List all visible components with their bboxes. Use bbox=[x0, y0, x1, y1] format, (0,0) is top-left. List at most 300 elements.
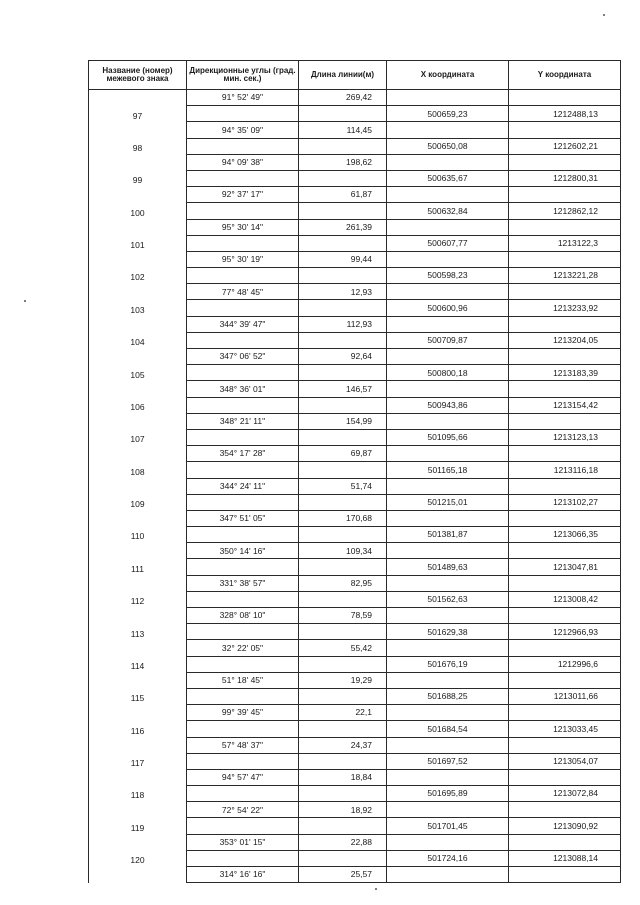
y-coordinate-cell bbox=[509, 867, 621, 883]
table-header-row bbox=[89, 61, 621, 90]
x-coordinate-cell: 500635,67 bbox=[387, 170, 509, 186]
x-coordinate-cell bbox=[387, 413, 509, 429]
direction-angle-cell bbox=[187, 721, 299, 737]
direction-angle-cell: 331° 38' 57" bbox=[187, 575, 299, 591]
line-length-cell: 146,57 bbox=[299, 381, 387, 397]
direction-angle-cell bbox=[187, 462, 299, 478]
x-coordinate-cell bbox=[387, 478, 509, 494]
point-name-text: 108 bbox=[130, 466, 145, 477]
direction-angle-cell: 92° 37' 17" bbox=[187, 187, 299, 203]
direction-angle-cell bbox=[187, 235, 299, 251]
direction-angle-cell: 350° 14' 16" bbox=[187, 543, 299, 559]
x-coordinate-cell: 501724,16 bbox=[387, 850, 509, 866]
line-length-cell: 154,99 bbox=[299, 413, 387, 429]
segment-row bbox=[89, 769, 621, 785]
direction-angle-cell bbox=[187, 624, 299, 640]
y-coordinate-cell bbox=[509, 769, 621, 785]
x-coordinate-cell: 501676,19 bbox=[387, 656, 509, 672]
x-coordinate-cell bbox=[387, 122, 509, 138]
direction-angle-cell bbox=[187, 300, 299, 316]
point-name-cell bbox=[89, 834, 187, 850]
x-coordinate-cell bbox=[387, 834, 509, 850]
point-row bbox=[89, 429, 621, 445]
y-coordinate-cell bbox=[509, 251, 621, 267]
x-coordinate-cell bbox=[387, 187, 509, 203]
point-name-text: 101 bbox=[130, 240, 145, 251]
point-name-text: 104 bbox=[130, 337, 145, 348]
point-row bbox=[89, 753, 621, 769]
y-coordinate-cell bbox=[509, 575, 621, 591]
y-coordinate-cell: 1213008,42 bbox=[509, 591, 621, 607]
segment-row bbox=[89, 834, 621, 850]
direction-angle-cell: 344° 39' 47" bbox=[187, 316, 299, 332]
y-coordinate-cell: 1213072,84 bbox=[509, 786, 621, 802]
y-coordinate-cell bbox=[509, 446, 621, 462]
line-length-cell bbox=[299, 170, 387, 186]
point-name-cell bbox=[89, 672, 187, 688]
line-length-cell bbox=[299, 688, 387, 704]
y-coordinate-cell: 1213047,81 bbox=[509, 559, 621, 575]
y-coordinate-cell: 1212966,93 bbox=[509, 624, 621, 640]
direction-angle-cell: 354° 17' 28" bbox=[187, 446, 299, 462]
x-coordinate-cell: 501701,45 bbox=[387, 818, 509, 834]
point-row bbox=[89, 235, 621, 251]
direction-angle-cell: 328° 08' 10" bbox=[187, 608, 299, 624]
line-length-cell: 55,42 bbox=[299, 640, 387, 656]
line-length-cell bbox=[299, 559, 387, 575]
line-length-cell: 18,84 bbox=[299, 769, 387, 785]
y-coordinate-cell bbox=[509, 478, 621, 494]
line-length-cell bbox=[299, 429, 387, 445]
direction-angle-cell bbox=[187, 559, 299, 575]
x-coordinate-cell: 500709,87 bbox=[387, 332, 509, 348]
direction-angle-cell: 91° 52' 49" bbox=[187, 90, 299, 106]
point-row bbox=[89, 203, 621, 219]
direction-angle-cell: 314° 16' 16" bbox=[187, 867, 299, 883]
line-length-cell bbox=[299, 365, 387, 381]
x-coordinate-cell: 500598,23 bbox=[387, 268, 509, 284]
line-length-cell bbox=[299, 462, 387, 478]
line-length-cell bbox=[299, 786, 387, 802]
y-coordinate-cell: 1212800,31 bbox=[509, 170, 621, 186]
point-name-cell bbox=[89, 559, 187, 575]
point-name-cell bbox=[89, 656, 187, 672]
point-name-cell bbox=[89, 478, 187, 494]
point-name-cell bbox=[89, 753, 187, 769]
table-body bbox=[89, 90, 621, 883]
direction-angle-cell bbox=[187, 753, 299, 769]
point-name-cell bbox=[89, 510, 187, 526]
point-name-cell bbox=[89, 316, 187, 332]
x-coordinate-cell: 501684,54 bbox=[387, 721, 509, 737]
y-coordinate-cell: 1212488,13 bbox=[509, 106, 621, 122]
point-name-cell bbox=[89, 284, 187, 300]
point-name-text: 111 bbox=[131, 563, 144, 574]
line-length-cell bbox=[299, 818, 387, 834]
segment-row bbox=[89, 154, 621, 170]
line-length-cell: 51,74 bbox=[299, 478, 387, 494]
direction-angle-cell: 347° 51' 05" bbox=[187, 510, 299, 526]
direction-angle-cell bbox=[187, 818, 299, 834]
x-coordinate-cell bbox=[387, 90, 509, 106]
point-name-cell bbox=[89, 688, 187, 704]
direction-angle-cell: 94° 35' 09" bbox=[187, 122, 299, 138]
y-coordinate-cell bbox=[509, 705, 621, 721]
point-row bbox=[89, 268, 621, 284]
segment-row bbox=[89, 867, 621, 883]
direction-angle-cell: 348° 36' 01" bbox=[187, 381, 299, 397]
x-coordinate-cell: 501215,01 bbox=[387, 494, 509, 510]
segment-row bbox=[89, 122, 621, 138]
y-coordinate-cell: 1213204,05 bbox=[509, 332, 621, 348]
point-name-cell bbox=[89, 737, 187, 753]
y-coordinate-cell: 1213066,35 bbox=[509, 527, 621, 543]
point-name-cell bbox=[89, 575, 187, 591]
y-coordinate-cell: 1213011,66 bbox=[509, 688, 621, 704]
point-name-text: 102 bbox=[130, 272, 145, 283]
line-length-cell bbox=[299, 138, 387, 154]
point-name-cell bbox=[89, 170, 187, 186]
y-coordinate-cell bbox=[509, 510, 621, 526]
y-coordinate-cell bbox=[509, 608, 621, 624]
x-coordinate-cell: 501165,18 bbox=[387, 462, 509, 478]
line-length-cell bbox=[299, 268, 387, 284]
direction-angle-cell bbox=[187, 527, 299, 543]
direction-angle-cell: 77° 48' 45" bbox=[187, 284, 299, 300]
point-row bbox=[89, 527, 621, 543]
segment-row bbox=[89, 446, 621, 462]
y-coordinate-cell: 1213123,13 bbox=[509, 429, 621, 445]
y-coordinate-cell bbox=[509, 381, 621, 397]
point-name-cell bbox=[89, 624, 187, 640]
x-coordinate-cell bbox=[387, 867, 509, 883]
direction-angle-cell: 72° 54' 22" bbox=[187, 802, 299, 818]
y-coordinate-cell bbox=[509, 219, 621, 235]
segment-row bbox=[89, 640, 621, 656]
y-coordinate-cell bbox=[509, 640, 621, 656]
line-length-cell: 25,57 bbox=[299, 867, 387, 883]
x-coordinate-cell bbox=[387, 349, 509, 365]
point-name-cell bbox=[89, 187, 187, 203]
point-row bbox=[89, 106, 621, 122]
line-length-cell: 198,62 bbox=[299, 154, 387, 170]
line-length-cell: 22,88 bbox=[299, 834, 387, 850]
x-coordinate-cell bbox=[387, 446, 509, 462]
point-name-text: 112 bbox=[130, 596, 145, 607]
x-coordinate-cell bbox=[387, 381, 509, 397]
x-coordinate-cell: 500650,08 bbox=[387, 138, 509, 154]
direction-angle-cell bbox=[187, 332, 299, 348]
point-name-text: 115 bbox=[130, 693, 145, 704]
scan-speck bbox=[24, 300, 26, 302]
direction-angle-cell: 94° 09' 38" bbox=[187, 154, 299, 170]
x-coordinate-cell: 501688,25 bbox=[387, 688, 509, 704]
segment-row bbox=[89, 575, 621, 591]
segment-row bbox=[89, 219, 621, 235]
direction-angle-cell bbox=[187, 429, 299, 445]
boundary-coordinates-table bbox=[88, 60, 621, 883]
line-length-cell: 170,68 bbox=[299, 510, 387, 526]
y-coordinate-cell: 1213221,28 bbox=[509, 268, 621, 284]
x-coordinate-cell bbox=[387, 802, 509, 818]
y-coordinate-cell bbox=[509, 349, 621, 365]
header-direction-angle: Дирекционные углы (град. мин. сек.) bbox=[187, 61, 299, 90]
x-coordinate-cell: 500800,18 bbox=[387, 365, 509, 381]
y-coordinate-cell: 1213183,39 bbox=[509, 365, 621, 381]
point-name-cell bbox=[89, 818, 187, 834]
point-name-text: 107 bbox=[130, 434, 145, 445]
line-length-cell: 261,39 bbox=[299, 219, 387, 235]
line-length-cell bbox=[299, 721, 387, 737]
point-name-cell bbox=[89, 802, 187, 818]
point-name-text: 103 bbox=[130, 304, 145, 315]
y-coordinate-cell bbox=[509, 802, 621, 818]
y-coordinate-cell bbox=[509, 672, 621, 688]
line-length-cell bbox=[299, 106, 387, 122]
line-length-cell bbox=[299, 850, 387, 866]
header-x-coordinate: X координата bbox=[387, 61, 509, 90]
line-length-cell: 114,45 bbox=[299, 122, 387, 138]
point-row bbox=[89, 462, 621, 478]
line-length-cell bbox=[299, 300, 387, 316]
point-row bbox=[89, 818, 621, 834]
point-name-cell bbox=[89, 705, 187, 721]
direction-angle-cell: 99° 39' 45" bbox=[187, 705, 299, 721]
y-coordinate-cell: 1213033,45 bbox=[509, 721, 621, 737]
line-length-cell bbox=[299, 527, 387, 543]
point-row bbox=[89, 656, 621, 672]
coordinate-table-page bbox=[88, 60, 620, 883]
point-name-cell bbox=[89, 462, 187, 478]
y-coordinate-cell bbox=[509, 154, 621, 170]
line-length-cell bbox=[299, 494, 387, 510]
point-name-cell bbox=[89, 300, 187, 316]
line-length-cell: 112,93 bbox=[299, 316, 387, 332]
segment-row bbox=[89, 90, 621, 106]
point-name-text: 105 bbox=[130, 369, 145, 380]
point-name-text: 116 bbox=[130, 725, 145, 736]
point-name-cell bbox=[89, 203, 187, 219]
y-coordinate-cell bbox=[509, 284, 621, 300]
x-coordinate-cell: 500632,84 bbox=[387, 203, 509, 219]
x-coordinate-cell bbox=[387, 575, 509, 591]
segment-row bbox=[89, 672, 621, 688]
line-length-cell: 99,44 bbox=[299, 251, 387, 267]
direction-angle-cell bbox=[187, 656, 299, 672]
point-name-text: 100 bbox=[130, 207, 145, 218]
point-name-cell bbox=[89, 527, 187, 543]
line-length-cell: 69,87 bbox=[299, 446, 387, 462]
line-length-cell bbox=[299, 235, 387, 251]
point-row bbox=[89, 850, 621, 866]
point-name-cell bbox=[89, 154, 187, 170]
y-coordinate-cell: 1212862,12 bbox=[509, 203, 621, 219]
direction-angle-cell bbox=[187, 268, 299, 284]
point-name-text: 98 bbox=[132, 142, 143, 153]
y-coordinate-cell: 1213090,92 bbox=[509, 818, 621, 834]
y-coordinate-cell bbox=[509, 543, 621, 559]
x-coordinate-cell bbox=[387, 640, 509, 656]
x-coordinate-cell: 500607,77 bbox=[387, 235, 509, 251]
x-coordinate-cell: 500943,86 bbox=[387, 397, 509, 413]
line-length-cell: 78,59 bbox=[299, 608, 387, 624]
segment-row bbox=[89, 510, 621, 526]
point-name-cell bbox=[89, 850, 187, 866]
direction-angle-cell: 347° 06' 52" bbox=[187, 349, 299, 365]
point-name-cell bbox=[89, 219, 187, 235]
direction-angle-cell bbox=[187, 688, 299, 704]
line-length-cell bbox=[299, 753, 387, 769]
x-coordinate-cell: 501489,63 bbox=[387, 559, 509, 575]
direction-angle-cell bbox=[187, 203, 299, 219]
direction-angle-cell: 95° 30' 19" bbox=[187, 251, 299, 267]
x-coordinate-cell bbox=[387, 284, 509, 300]
line-length-cell bbox=[299, 397, 387, 413]
point-name-text: 118 bbox=[130, 790, 145, 801]
point-name-cell bbox=[89, 769, 187, 785]
x-coordinate-cell: 501095,66 bbox=[387, 429, 509, 445]
point-name-text: 114 bbox=[130, 660, 145, 671]
point-name-cell bbox=[89, 235, 187, 251]
segment-row bbox=[89, 413, 621, 429]
direction-angle-cell bbox=[187, 365, 299, 381]
point-name-text: 97 bbox=[132, 110, 143, 121]
x-coordinate-cell bbox=[387, 219, 509, 235]
point-name-cell bbox=[89, 365, 187, 381]
line-length-cell bbox=[299, 203, 387, 219]
point-name-cell bbox=[89, 786, 187, 802]
x-coordinate-cell: 501697,52 bbox=[387, 753, 509, 769]
x-coordinate-cell bbox=[387, 251, 509, 267]
direction-angle-cell bbox=[187, 397, 299, 413]
segment-row bbox=[89, 381, 621, 397]
point-name-text: 119 bbox=[130, 822, 145, 833]
direction-angle-cell: 348° 21' 11" bbox=[187, 413, 299, 429]
line-length-cell bbox=[299, 624, 387, 640]
point-row bbox=[89, 688, 621, 704]
segment-row bbox=[89, 187, 621, 203]
segment-row bbox=[89, 737, 621, 753]
point-name-cell bbox=[89, 268, 187, 284]
point-name-cell bbox=[89, 413, 187, 429]
x-coordinate-cell: 501562,63 bbox=[387, 591, 509, 607]
y-coordinate-cell: 1213116,18 bbox=[509, 462, 621, 478]
y-coordinate-cell: 1212996,6 bbox=[509, 656, 621, 672]
x-coordinate-cell bbox=[387, 154, 509, 170]
line-length-cell: 82,95 bbox=[299, 575, 387, 591]
line-length-cell: 109,34 bbox=[299, 543, 387, 559]
line-length-cell: 92,64 bbox=[299, 349, 387, 365]
segment-row bbox=[89, 802, 621, 818]
point-row bbox=[89, 300, 621, 316]
direction-angle-cell: 353° 01' 15" bbox=[187, 834, 299, 850]
line-length-cell bbox=[299, 656, 387, 672]
line-length-cell: 18,92 bbox=[299, 802, 387, 818]
x-coordinate-cell: 500659,23 bbox=[387, 106, 509, 122]
direction-angle-cell: 51° 18' 45" bbox=[187, 672, 299, 688]
x-coordinate-cell: 500600,96 bbox=[387, 300, 509, 316]
point-name-cell bbox=[89, 90, 187, 106]
line-length-cell bbox=[299, 591, 387, 607]
x-coordinate-cell bbox=[387, 705, 509, 721]
point-name-text: 110 bbox=[130, 531, 145, 542]
y-coordinate-cell: 1213054,07 bbox=[509, 753, 621, 769]
point-row bbox=[89, 365, 621, 381]
segment-row bbox=[89, 705, 621, 721]
segment-row bbox=[89, 349, 621, 365]
direction-angle-cell: 344° 24' 11" bbox=[187, 478, 299, 494]
direction-angle-cell bbox=[187, 170, 299, 186]
segment-row bbox=[89, 478, 621, 494]
line-length-cell: 61,87 bbox=[299, 187, 387, 203]
scan-speck bbox=[375, 888, 377, 890]
scan-speck bbox=[603, 14, 605, 16]
point-name-cell bbox=[89, 138, 187, 154]
direction-angle-cell: 32° 22' 05" bbox=[187, 640, 299, 656]
x-coordinate-cell bbox=[387, 316, 509, 332]
point-row bbox=[89, 170, 621, 186]
y-coordinate-cell bbox=[509, 316, 621, 332]
point-name-text: 113 bbox=[130, 628, 145, 639]
y-coordinate-cell bbox=[509, 90, 621, 106]
point-row bbox=[89, 494, 621, 510]
line-length-cell: 12,93 bbox=[299, 284, 387, 300]
line-length-cell bbox=[299, 332, 387, 348]
y-coordinate-cell bbox=[509, 187, 621, 203]
y-coordinate-cell: 1213102,27 bbox=[509, 494, 621, 510]
x-coordinate-cell bbox=[387, 608, 509, 624]
segment-row bbox=[89, 251, 621, 267]
point-name-cell bbox=[89, 429, 187, 445]
point-name-text: 106 bbox=[130, 401, 145, 412]
point-row bbox=[89, 786, 621, 802]
y-coordinate-cell: 1213122,3 bbox=[509, 235, 621, 251]
point-name-cell bbox=[89, 591, 187, 607]
header-point-name: Название (номер) межевого знака bbox=[89, 61, 187, 90]
point-name-text: 117 bbox=[130, 758, 145, 769]
x-coordinate-cell bbox=[387, 510, 509, 526]
segment-row bbox=[89, 316, 621, 332]
point-name-cell bbox=[89, 122, 187, 138]
point-name-cell bbox=[89, 349, 187, 365]
point-name-cell bbox=[89, 608, 187, 624]
y-coordinate-cell: 1213088,14 bbox=[509, 850, 621, 866]
point-name-cell bbox=[89, 381, 187, 397]
x-coordinate-cell bbox=[387, 672, 509, 688]
point-name-cell bbox=[89, 332, 187, 348]
x-coordinate-cell: 501695,89 bbox=[387, 786, 509, 802]
segment-row bbox=[89, 284, 621, 300]
direction-angle-cell: 57° 48' 37" bbox=[187, 737, 299, 753]
point-name-cell bbox=[89, 494, 187, 510]
segment-row bbox=[89, 608, 621, 624]
x-coordinate-cell: 501381,87 bbox=[387, 527, 509, 543]
point-row bbox=[89, 591, 621, 607]
y-coordinate-cell: 1213233,92 bbox=[509, 300, 621, 316]
y-coordinate-cell bbox=[509, 834, 621, 850]
x-coordinate-cell bbox=[387, 543, 509, 559]
point-name-cell bbox=[89, 640, 187, 656]
direction-angle-cell: 95° 30' 14" bbox=[187, 219, 299, 235]
y-coordinate-cell bbox=[509, 737, 621, 753]
y-coordinate-cell bbox=[509, 122, 621, 138]
y-coordinate-cell bbox=[509, 413, 621, 429]
direction-angle-cell bbox=[187, 850, 299, 866]
segment-row bbox=[89, 543, 621, 559]
point-name-text: 99 bbox=[132, 175, 143, 186]
point-row bbox=[89, 624, 621, 640]
direction-angle-cell bbox=[187, 591, 299, 607]
